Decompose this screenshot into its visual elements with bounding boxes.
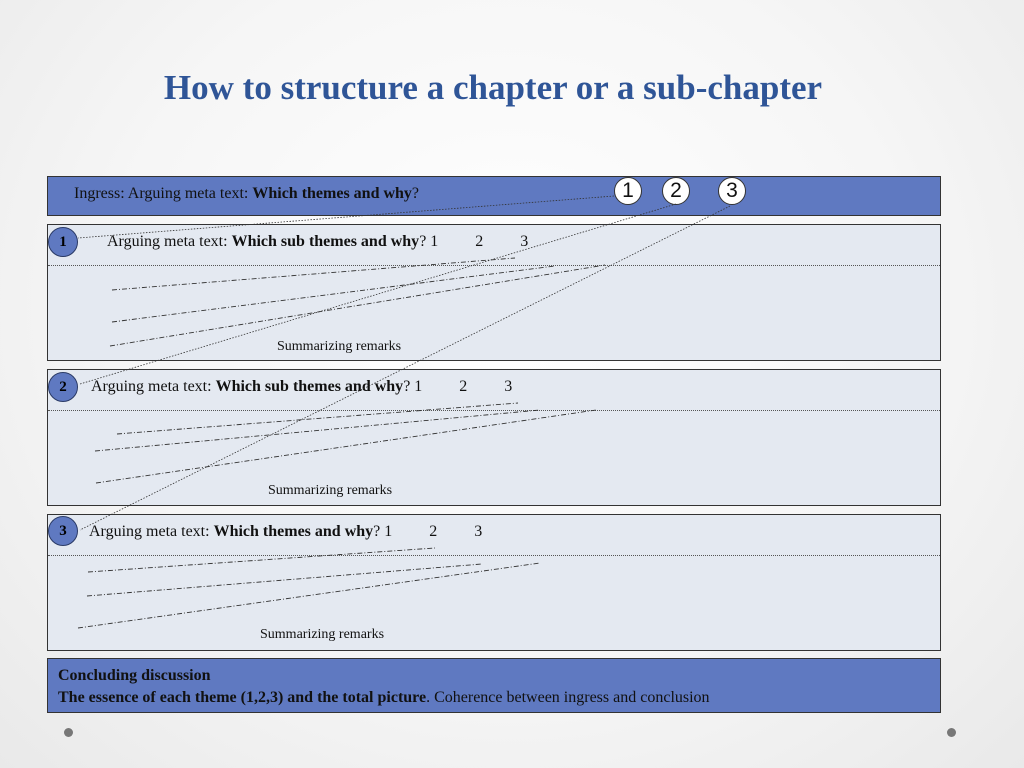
ingress-suffix: ? [411, 185, 420, 202]
subchapter-nums-3 [384, 523, 482, 540]
subchapter-text-1 [107, 233, 528, 251]
summary-3: Summarizing remarks [260, 627, 385, 642]
conclusion-box [47, 658, 941, 713]
ingress-prefix: Ingress: Arguing meta text: [74, 185, 253, 202]
subchapter-header-1 [48, 225, 940, 266]
conclusion-bold: The essence of each theme (1,2,3) and the total picture [58, 689, 427, 706]
subchapter-badge-3: 3 [48, 516, 78, 546]
conclusion-heading: Concluding discussion [58, 667, 211, 684]
slide-title: How to structure a chapter or a sub-chapter [163, 68, 823, 107]
subchapter-header-3 [48, 515, 940, 556]
subchapter-num: 2 [459, 378, 468, 395]
summary-2: Summarizing remarks [268, 483, 393, 498]
subchapter-num: 1 [384, 523, 393, 540]
subchapter-suffix-1: ? [419, 233, 431, 250]
subchapter-box-2 [47, 369, 941, 506]
subchapter-header-2 [48, 370, 940, 411]
ingress-bold: Which themes and why [252, 185, 412, 202]
subchapter-nums-2 [414, 378, 512, 395]
subchapter-num: 2 [475, 233, 484, 250]
subchapter-badge-2: 2 [48, 372, 78, 402]
subchapter-suffix-2: ? [403, 378, 415, 395]
subchapter-num: 1 [430, 233, 439, 250]
subchapter-box-3 [47, 514, 941, 651]
subchapter-badge-1: 1 [48, 227, 78, 257]
summary-1: Summarizing remarks [277, 339, 402, 354]
ingress-marker-3: 3 [718, 177, 746, 205]
subchapter-text-3 [89, 523, 482, 541]
subchapter-prefix-3: Arguing meta text: [89, 523, 214, 540]
ingress-box [47, 176, 941, 216]
subchapter-box-1 [47, 224, 941, 361]
corner-dot-left [64, 728, 73, 737]
subchapter-text-2 [91, 378, 512, 396]
ingress-marker-2: 2 [662, 177, 690, 205]
subchapter-prefix-1: Arguing meta text: [107, 233, 232, 250]
subchapter-bold-2: Which sub themes and why [215, 378, 404, 395]
conclusion-rest: . Coherence between ingress and conclusion [426, 689, 710, 706]
subchapter-num: 3 [474, 523, 483, 540]
subchapter-num: 2 [429, 523, 438, 540]
subchapter-num: 3 [520, 233, 529, 250]
subchapter-suffix-3: ? [373, 523, 385, 540]
subchapter-bold-3: Which themes and why [213, 523, 374, 540]
ingress-marker-1: 1 [614, 177, 642, 205]
subchapter-num: 3 [504, 378, 513, 395]
corner-dot-right [947, 728, 956, 737]
ingress-text [74, 185, 419, 203]
subchapter-num: 1 [414, 378, 423, 395]
subchapter-prefix-2: Arguing meta text: [91, 378, 216, 395]
conclusion-text [58, 689, 710, 707]
subchapter-nums-1 [430, 233, 528, 250]
subchapter-bold-1: Which sub themes and why [231, 233, 420, 250]
